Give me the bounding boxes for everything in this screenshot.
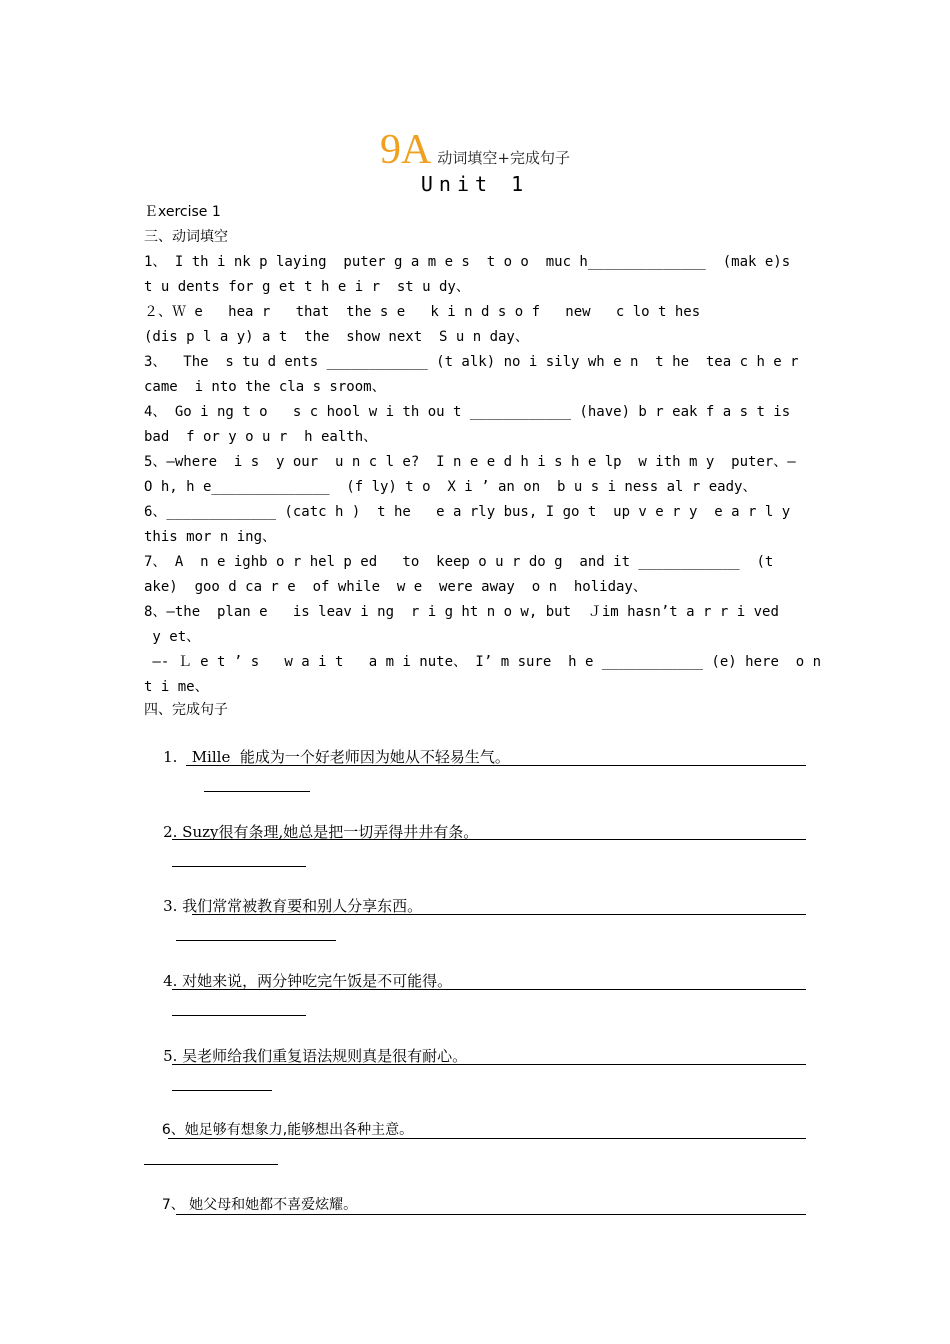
sentence-item bbox=[144, 799, 478, 865]
section-four-heading: 四、完成句子 bbox=[144, 702, 228, 718]
sentence-item bbox=[144, 948, 452, 1014]
exercise-label: Ｅxercise 1 bbox=[144, 204, 221, 220]
fill-line: 1、 I th i nk p laying puter g a m e s t o o muc h______________ (mak e)s bbox=[144, 254, 791, 270]
fill-line: 5、—where i s y our u n c l e? I n e e d h i s h e lp w ith m y puter、— bbox=[144, 454, 796, 470]
sentence-text: Mille 能成为一个好老师因为她从不轻易生气。 bbox=[191, 748, 510, 766]
sentence-number: 2. bbox=[163, 823, 178, 841]
fill-line: t u dents for g et t h e i r st u dy、 bbox=[144, 279, 470, 295]
fill-line: 6、_____________ (catc h ) t he e a rly bus, I go t up v e r y e a r l y bbox=[144, 504, 791, 520]
sentence-item bbox=[144, 724, 510, 790]
fill-line: 4、 Go i ng t o s c hool w i th ou t ____________ (have) b r eak f a s t is bbox=[144, 404, 791, 420]
answer-blank[interactable] bbox=[186, 765, 806, 766]
answer-blank[interactable] bbox=[172, 989, 806, 990]
answer-blank[interactable] bbox=[172, 839, 806, 840]
title-grade: 9A bbox=[380, 127, 432, 173]
fill-line: bad f or y o u r h ealth、 bbox=[144, 429, 378, 445]
sentence-item bbox=[144, 1097, 413, 1163]
answer-blank[interactable] bbox=[192, 914, 806, 915]
answer-blank[interactable] bbox=[204, 791, 310, 792]
sentence-number: 3. bbox=[163, 897, 178, 915]
fill-line: 3、 The s tu d ents ____________ (t alk) no i sily wh e n t he tea c h e r bbox=[144, 354, 799, 370]
fill-line: 8、—the plan e is leav i ng r i g ht n o w, but Ｊim hasn’t a r r i ved bbox=[144, 604, 779, 620]
answer-blank[interactable] bbox=[168, 1138, 806, 1139]
answer-blank[interactable] bbox=[176, 940, 336, 941]
section-three-heading: 三、动词填空 bbox=[144, 229, 228, 245]
answer-blank[interactable] bbox=[172, 1090, 272, 1091]
sentence-item bbox=[144, 1172, 357, 1238]
document-title bbox=[0, 126, 950, 174]
fill-line: this mor n ing、 bbox=[144, 529, 277, 545]
fill-line: y et、 bbox=[144, 629, 201, 645]
sentence-text: 吴老师给我们重复语法规则真是很有耐心。 bbox=[182, 1047, 468, 1065]
answer-blank[interactable] bbox=[144, 1164, 278, 1165]
fill-line: ２、Ｗ e hea r that the s e k i n d s o f new c lo t hes bbox=[144, 304, 701, 320]
sentence-number: 5. bbox=[163, 1047, 178, 1065]
answer-blank[interactable] bbox=[172, 1064, 806, 1065]
answer-blank[interactable] bbox=[172, 1015, 306, 1016]
sentence-item bbox=[144, 1023, 467, 1089]
sentence-number: 4. bbox=[163, 972, 178, 990]
unit-heading: Unit 1 bbox=[420, 172, 530, 196]
sentence-text: Suzy很有条理,她总是把一切弄得井井有条。 bbox=[182, 823, 479, 841]
fill-line: —- Ｌ e t ’ s w a i t a m i nute、 I’ m sure h e ____________ (e) here o n bbox=[144, 654, 822, 670]
sentence-item bbox=[144, 873, 422, 939]
answer-blank[interactable] bbox=[176, 1214, 806, 1215]
fill-line: 7、 A n e ighb o r hel p ed to keep o u r do g and it ____________ (t bbox=[144, 554, 774, 570]
sentence-text: 我们常常被教育要和别人分享东西。 bbox=[182, 897, 423, 915]
title-subtitle: 动词填空+完成句子 bbox=[437, 149, 570, 167]
sentence-text: 对她来说，两分钟吃完午饭是不可能得。 bbox=[182, 972, 453, 990]
fill-line: (dis p l a y) a t the show next S u n day、 bbox=[144, 329, 529, 345]
fill-line: O h, h e______________ (f ly) t o X i ’ an on b u s i ness al r eady、 bbox=[144, 479, 757, 495]
sentence-number: 1. bbox=[163, 748, 178, 766]
answer-blank[interactable] bbox=[172, 866, 306, 867]
fill-line: t i me、 bbox=[144, 679, 209, 695]
fill-line: came i nto the cla s sroom、 bbox=[144, 379, 386, 395]
sentence-text: 7、 她父母和她都不喜爱炫耀。 bbox=[161, 1197, 358, 1213]
sentence-text: 6、她足够有想象力,能够想出各种主意。 bbox=[161, 1122, 414, 1138]
fill-line: ake) goo d ca r e of while w e were away o n holiday、 bbox=[144, 579, 647, 595]
